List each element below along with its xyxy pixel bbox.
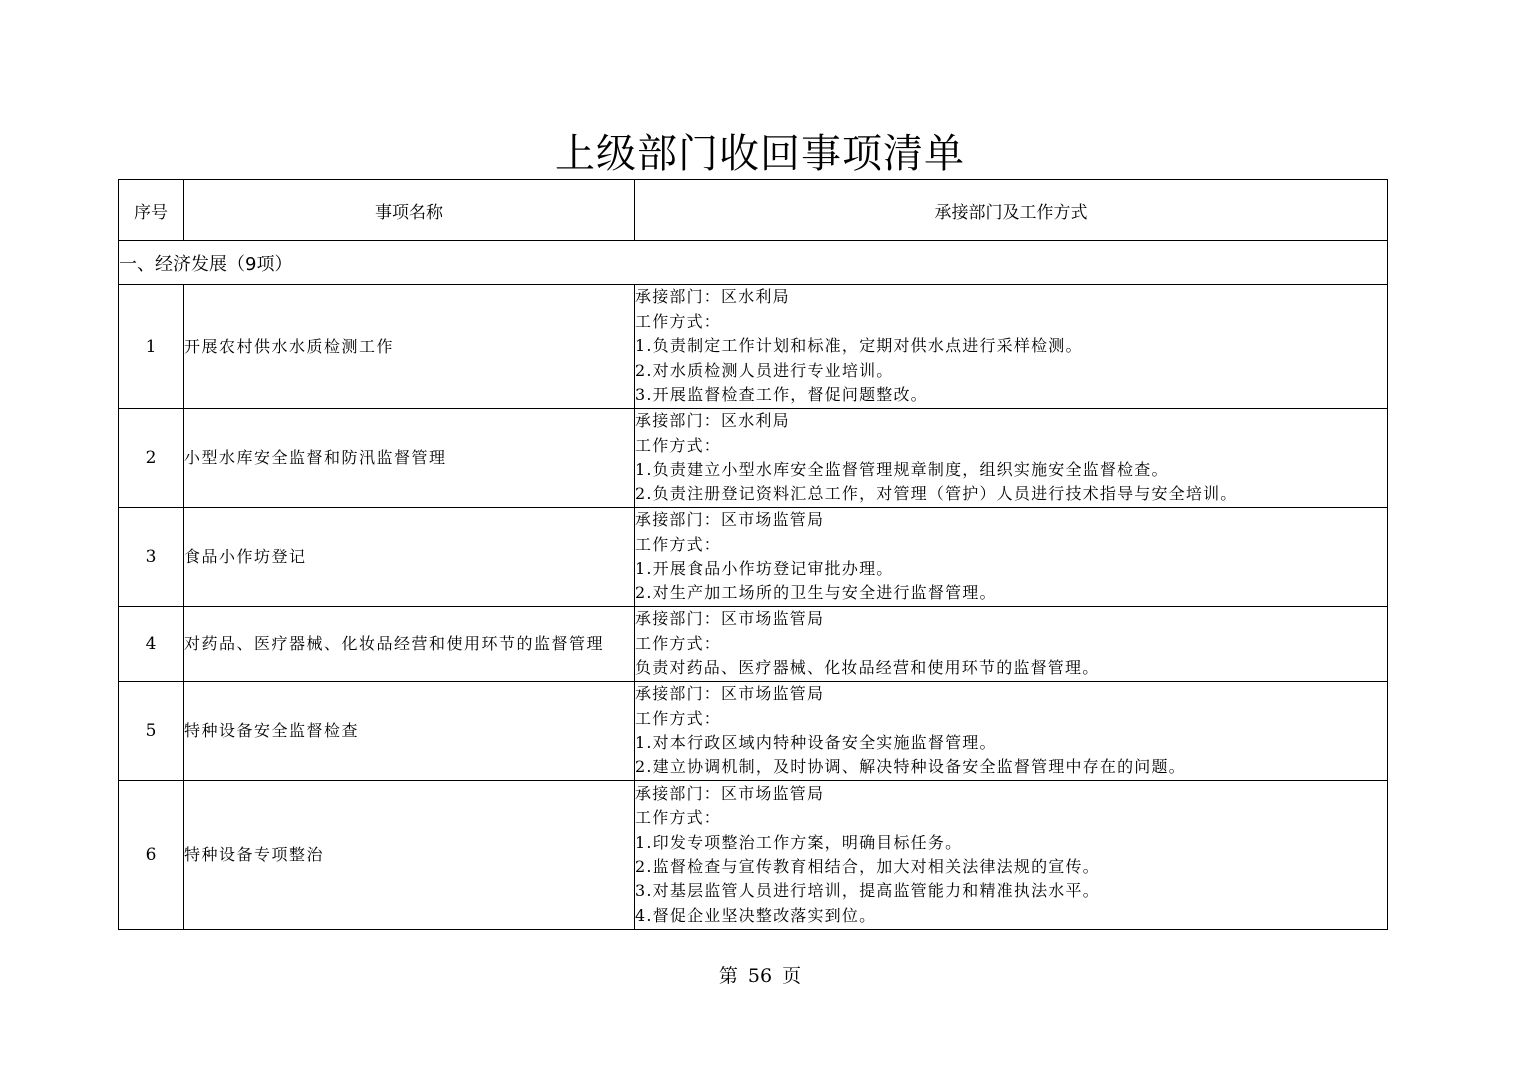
method-line: 承接部门：区水利局: [635, 287, 790, 307]
method-line: 3.对基层监管人员进行培训，提高监管能力和精准执法水平。: [635, 881, 1100, 901]
row-item-name: 特种设备安全监督检查: [184, 682, 635, 781]
method-line: 工作方式：: [635, 311, 722, 331]
table-row: [119, 682, 1388, 781]
method-line: 工作方式：: [635, 633, 722, 653]
table-header-row: [119, 180, 1388, 241]
header-dept-method: 承接部门及工作方式: [635, 180, 1388, 241]
method-line: 2.对水质检测人员进行专业培训。: [635, 360, 894, 380]
method-line: 1.负责建立小型水库安全监督管理规章制度，组织实施安全监督检查。: [635, 460, 1169, 479]
method-line: 4.督促企业坚决整改落实到位。: [635, 905, 877, 925]
header-seq: 序号: [119, 180, 184, 241]
row-seq: 4: [119, 607, 184, 682]
row-dept-method: [635, 607, 1388, 682]
page-number: 56: [747, 965, 773, 987]
row-dept-method: [635, 409, 1388, 508]
page-suffix: 页: [782, 965, 802, 987]
table-row: [119, 285, 1388, 409]
method-line: 2.建立协调机制，及时协调、解决特种设备安全监督管理中存在的问题。: [635, 757, 1186, 777]
method-line: 2.负责注册登记资料汇总工作，对管理（管护）人员进行技术指导与安全培训。: [635, 484, 1238, 504]
method-line: 工作方式：: [635, 808, 722, 828]
row-dept-method: [635, 508, 1388, 607]
method-line: 承接部门：区水利局: [635, 411, 790, 431]
method-line: 承接部门：区市场监管局: [635, 609, 825, 629]
method-line: 工作方式：: [635, 435, 722, 455]
row-seq: 6: [119, 781, 184, 930]
method-line: 1.负责制定工作计划和标准，定期对供水点进行采样检测。: [635, 336, 1083, 356]
row-item-name: 开展农村供水水质检测工作: [184, 285, 635, 409]
method-line: 2.对生产加工场所的卫生与安全进行监督管理。: [635, 583, 997, 603]
row-dept-method: [635, 285, 1388, 409]
row-seq: 3: [119, 508, 184, 607]
header-item-name: 事项名称: [184, 180, 635, 241]
method-line: 3.开展监督检查工作，督促问题整改。: [635, 385, 928, 405]
table-row: [119, 409, 1388, 508]
row-dept-method: [635, 781, 1388, 930]
row-seq: 2: [119, 409, 184, 508]
method-line: 2.监督检查与宣传教育相结合，加大对相关法律法规的宣传。: [635, 857, 1100, 876]
table-row: [119, 781, 1388, 930]
row-item-name: 食品小作坊登记: [184, 508, 635, 607]
row-item-name: 小型水库安全监督和防汛监督管理: [184, 409, 635, 508]
page-footer: [0, 962, 1520, 990]
items-table: [118, 179, 1388, 930]
method-line: 1.对本行政区域内特种设备安全实施监督管理。: [635, 733, 997, 752]
method-line: 承接部门：区市场监管局: [635, 510, 825, 530]
row-seq: 5: [119, 682, 184, 781]
method-line: 工作方式：: [635, 534, 722, 554]
page-prefix: 第: [718, 965, 738, 987]
table-row: [119, 607, 1388, 682]
row-dept-method: [635, 682, 1388, 781]
method-line: 1.印发专项整治工作方案，明确目标任务。: [635, 832, 963, 852]
section-row: [119, 241, 1388, 285]
method-line: 承接部门：区市场监管局: [635, 783, 825, 803]
row-item-name: 特种设备专项整治: [184, 781, 635, 930]
row-seq: 1: [119, 285, 184, 409]
page-title: 上级部门收回事项清单: [555, 131, 965, 177]
method-line: 承接部门：区市场监管局: [635, 684, 825, 704]
row-item-name: 对药品、医疗器械、化妆品经营和使用环节的监督管理: [184, 607, 635, 682]
method-line: 1.开展食品小作坊登记审批办理。: [635, 559, 894, 578]
table-row: [119, 508, 1388, 607]
method-line: 负责对药品、医疗器械、化妆品经营和使用环节的监督管理。: [635, 658, 1100, 678]
section-title: 一、经济发展（9项）: [119, 241, 1388, 285]
method-line: 工作方式：: [635, 708, 722, 728]
